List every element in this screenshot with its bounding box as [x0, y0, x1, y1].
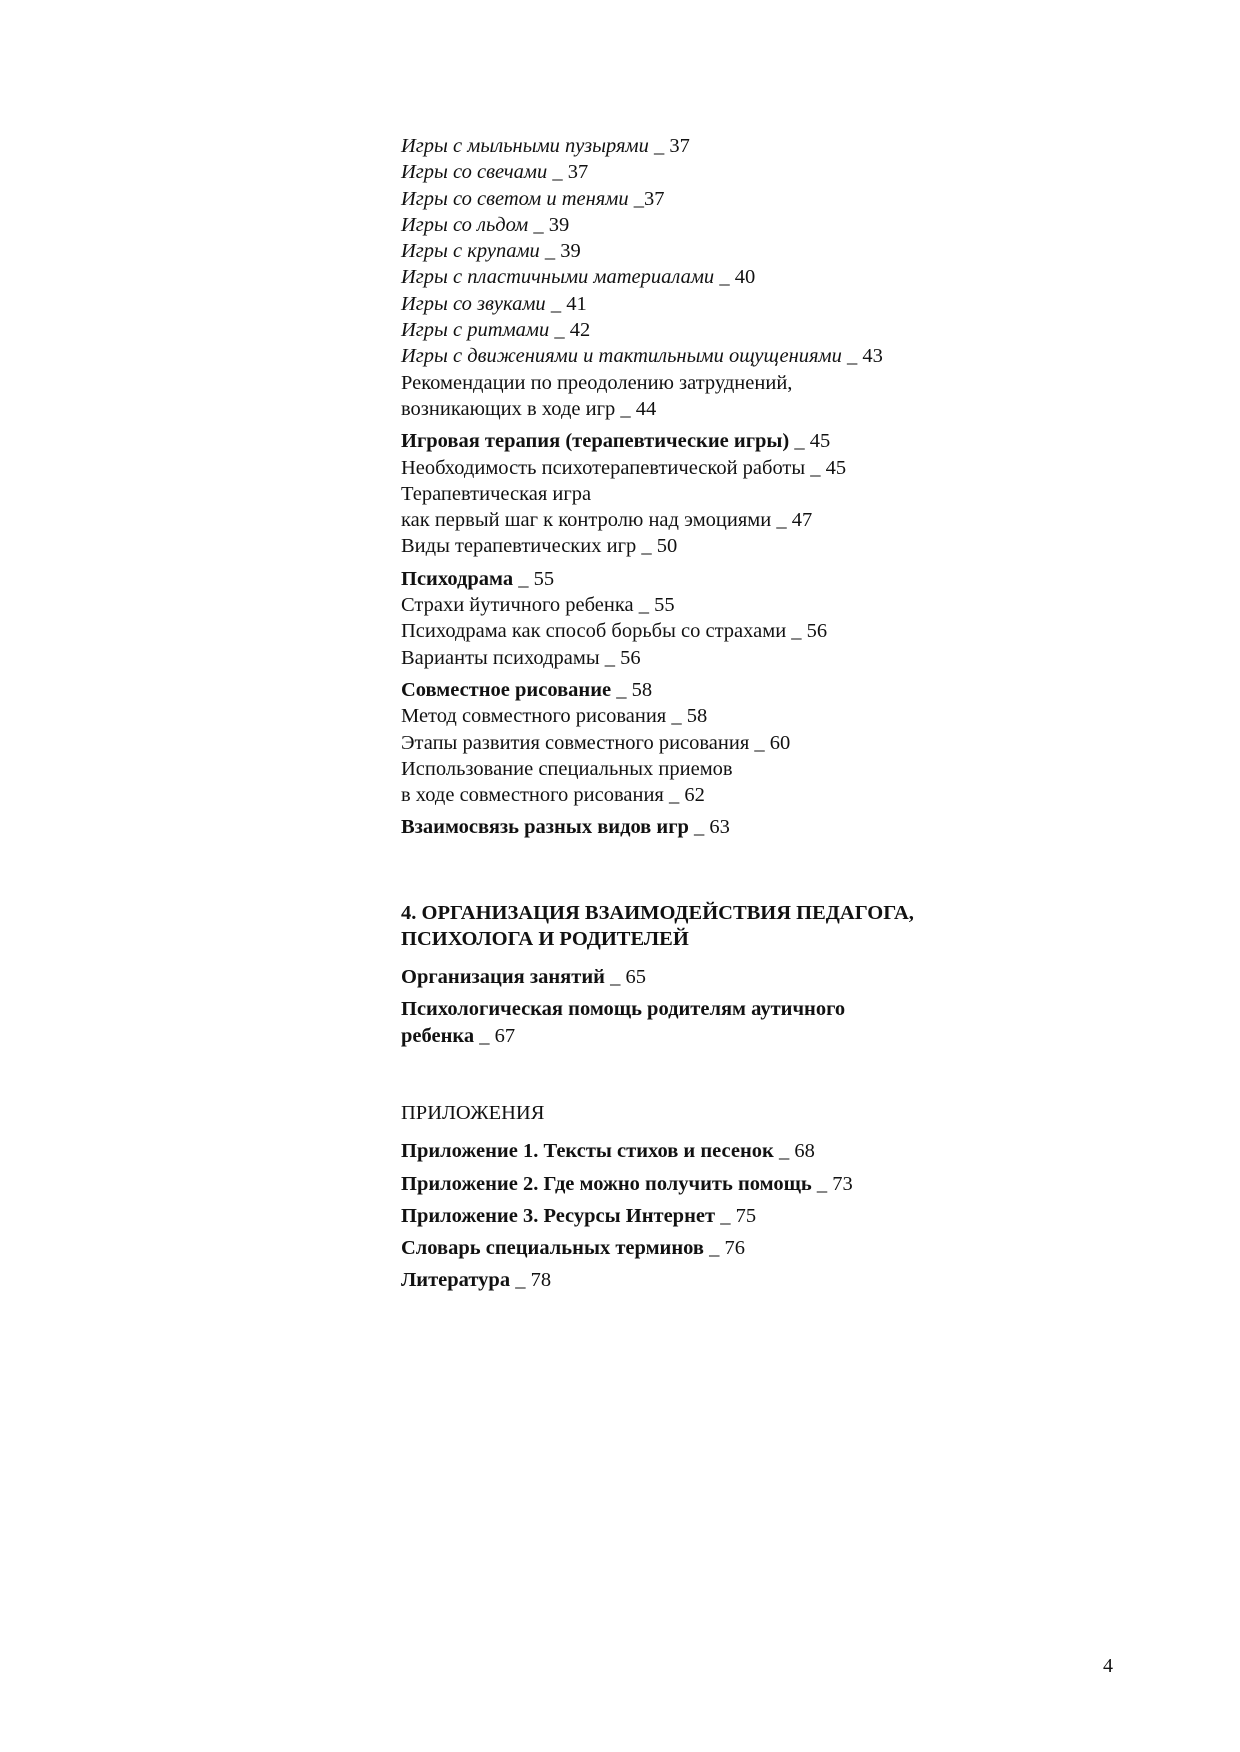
toc-entry-page: 43 [862, 345, 883, 368]
toc-entry[interactable] [401, 186, 1021, 212]
toc-separator: _ [704, 1237, 725, 1260]
toc-separator: _ [805, 456, 826, 479]
toc-entry-title: Этапы развития совместного рисования [401, 731, 750, 754]
toc-section-heading[interactable] [401, 566, 1021, 592]
toc-entry-page: 56 [620, 646, 641, 669]
toc-entry[interactable] [401, 159, 1021, 185]
appendices-title: ПРИЛОЖЕНИЯ [401, 1102, 545, 1124]
section-title: Приложение 2. Где можно получить помощь [401, 1172, 812, 1195]
toc-separator: _ [547, 161, 568, 184]
toc-entry-page: 44 [635, 397, 657, 420]
toc-entry-page: 56 [806, 620, 828, 643]
chapter-4 [401, 900, 1041, 1049]
toc-entry[interactable] [401, 455, 1021, 481]
toc-entry-page: 63 [709, 816, 730, 839]
toc-entry-page: 68 [794, 1140, 815, 1163]
toc-entry-page: 42 [569, 319, 591, 342]
appendix-entry[interactable] [401, 1235, 1041, 1261]
toc-entry[interactable] [401, 343, 1021, 369]
table-of-contents [401, 133, 1021, 841]
appendix-entry[interactable] [401, 1171, 1041, 1197]
section-title: Взаимосвязь разных видов игр [401, 816, 689, 839]
toc-entry-title: Игры с мыльными пузырями [401, 135, 649, 157]
toc-separator: _ [688, 816, 710, 839]
toc-separator: _ [663, 784, 685, 807]
toc-entry-page: 41 [566, 292, 587, 315]
toc-section-heading[interactable] [401, 814, 1021, 840]
toc-entry-title: Игры со свечами [401, 161, 548, 184]
toc-entry[interactable] [401, 133, 1021, 159]
toc-entry-page: 75 [735, 1204, 757, 1227]
toc-separator: _ [599, 646, 621, 669]
toc-separator: _ [611, 678, 632, 701]
toc-entry-title: Игры с движениями и тактильными ощущениями [401, 345, 842, 368]
toc-entry-title: возникающих в ходе игр [401, 397, 616, 420]
section-title: Организация занятий [401, 966, 605, 988]
toc-entry-page: 39 [560, 240, 581, 263]
toc-entry[interactable] [401, 756, 1021, 782]
section-title: Психологическая помощь родителям аутичного [401, 998, 846, 1021]
toc-separator: _ [773, 1140, 795, 1163]
toc-entry-page: 47 [791, 509, 813, 532]
section-title: Словарь специальных терминов [401, 1237, 704, 1260]
toc-entry-title: Игры с крупами [401, 240, 540, 263]
toc-entry-page: 40 [734, 266, 756, 289]
appendix-entry[interactable] [401, 1267, 1041, 1293]
section-title: Литература [401, 1269, 511, 1292]
toc-entry-page: 78 [530, 1269, 552, 1292]
toc-entry-page: 65 [625, 966, 646, 988]
toc-entry-title: Игры со льдом [401, 213, 529, 236]
toc-separator: _ [841, 345, 863, 368]
toc-separator: _ [666, 705, 687, 728]
toc-entry[interactable] [401, 264, 1021, 290]
toc-entry-page: 39 [548, 213, 570, 236]
toc-entry-page: 58 [686, 705, 708, 728]
toc-section-heading[interactable] [401, 1023, 1041, 1049]
toc-entry-page: 50 [656, 535, 678, 558]
section-title: Приложение 1. Тексты стихов и песенок [401, 1140, 774, 1163]
toc-entry-title: Игры с ритмами [401, 319, 550, 342]
toc-entry-title: Игры со звуками [401, 292, 546, 315]
toc-entry[interactable] [401, 317, 1021, 343]
toc-section-heading[interactable] [401, 964, 1041, 990]
toc-entry[interactable] [401, 291, 1021, 317]
toc-entry[interactable] [401, 238, 1021, 264]
toc-separator: _ [628, 187, 645, 210]
page-number: 4 [1103, 1655, 1113, 1677]
toc-entry-page: 60 [769, 731, 791, 754]
toc-entry[interactable] [401, 212, 1021, 238]
toc-entry[interactable] [401, 592, 1021, 618]
toc-separator: _ [513, 567, 534, 590]
toc-entry-page: 37 [567, 161, 589, 184]
section-title: ребенка [401, 1024, 475, 1047]
toc-entry-page: 55 [533, 567, 555, 590]
chapter-title-line-2: ПСИХОЛОГА И РОДИТЕЛЕЙ [401, 928, 689, 950]
toc-entry-title: Рекомендации по преодолению затруднений, [401, 371, 793, 394]
toc-entry-page: 37 [644, 187, 665, 210]
toc-separator: _ [633, 594, 655, 617]
appendices [401, 1100, 1041, 1294]
toc-section-heading[interactable] [401, 677, 1021, 703]
toc-section-heading[interactable] [401, 428, 1021, 454]
toc-entry-title: Виды терапевтических игр [401, 535, 637, 558]
section-title: Совместное рисование [401, 678, 612, 701]
toc-separator: _ [771, 509, 792, 532]
section-title: Игровая терапия (терапевтические игры) [401, 430, 790, 453]
toc-entry[interactable] [401, 782, 1021, 808]
section-title: Приложение 3. Ресурсы Интернет [401, 1204, 716, 1227]
toc-entry-page: 76 [724, 1237, 745, 1260]
toc-separator: _ [510, 1269, 531, 1292]
toc-entry-title: в ходе совместного рисования [401, 784, 664, 807]
toc-entry-page: 37 [669, 135, 690, 157]
toc-entry-title: Необходимость психотерапевтической работы [401, 456, 806, 479]
toc-entry-title: Игры с пластичными материалами [401, 266, 715, 289]
toc-entry-page: 67 [494, 1024, 516, 1047]
toc-entry-page: 45 [825, 456, 847, 479]
toc-entry-title: Терапевтическая игра [401, 482, 592, 505]
toc-entry-title: Психодрама как способ борьбы со страхами [401, 620, 787, 643]
toc-entry-title: Варианты психодрамы [401, 646, 600, 669]
toc-separator: _ [715, 1204, 736, 1227]
toc-entry[interactable] [401, 618, 1021, 644]
toc-entry-page: 62 [684, 784, 705, 807]
toc-entry-page: 45 [809, 430, 831, 453]
appendix-entry[interactable] [401, 1203, 1041, 1229]
toc-entry[interactable] [401, 507, 1021, 533]
toc-entry-page: 73 [832, 1172, 853, 1195]
toc-entry-title: Игры со светом и тенями [401, 187, 629, 210]
toc-separator: _ [615, 397, 636, 420]
toc-separator: _ [714, 266, 735, 289]
toc-separator: _ [474, 1024, 495, 1047]
toc-separator: _ [528, 213, 549, 236]
toc-section-heading[interactable] [401, 996, 1041, 1022]
toc-entry-title: Метод совместного рисования [401, 705, 667, 728]
toc-entry-page: 55 [654, 594, 675, 617]
toc-separator: _ [648, 135, 670, 157]
toc-separator: _ [604, 966, 626, 988]
toc-separator: _ [636, 535, 657, 558]
toc-entry-title: как первый шаг к контролю над эмоциями [401, 509, 772, 532]
chapter-title-line-1: 4. ОРГАНИЗАЦИЯ ВЗАИМОДЕЙСТВИЯ ПЕДАГОГА, [401, 902, 914, 924]
toc-entry[interactable] [401, 533, 1021, 559]
toc-separator: _ [539, 240, 561, 263]
toc-entry[interactable] [401, 703, 1021, 729]
appendix-entry[interactable] [401, 1138, 1041, 1164]
toc-separator: _ [545, 292, 567, 315]
section-title: Психодрама [401, 567, 514, 590]
toc-separator: _ [811, 1172, 833, 1195]
toc-entry[interactable] [401, 481, 1021, 507]
toc-entry[interactable] [401, 730, 1021, 756]
toc-entry-title: Страхи йутичного ребенка [401, 594, 634, 617]
toc-separator: _ [549, 319, 570, 342]
toc-separator: _ [789, 430, 810, 453]
toc-entry[interactable] [401, 396, 1021, 422]
toc-separator: _ [749, 731, 770, 754]
toc-entry-title: Использование специальных приемов [401, 757, 733, 780]
toc-separator: _ [786, 620, 807, 643]
toc-entry-page: 58 [631, 678, 653, 701]
toc-entry[interactable] [401, 370, 1021, 396]
toc-entry[interactable] [401, 645, 1021, 671]
